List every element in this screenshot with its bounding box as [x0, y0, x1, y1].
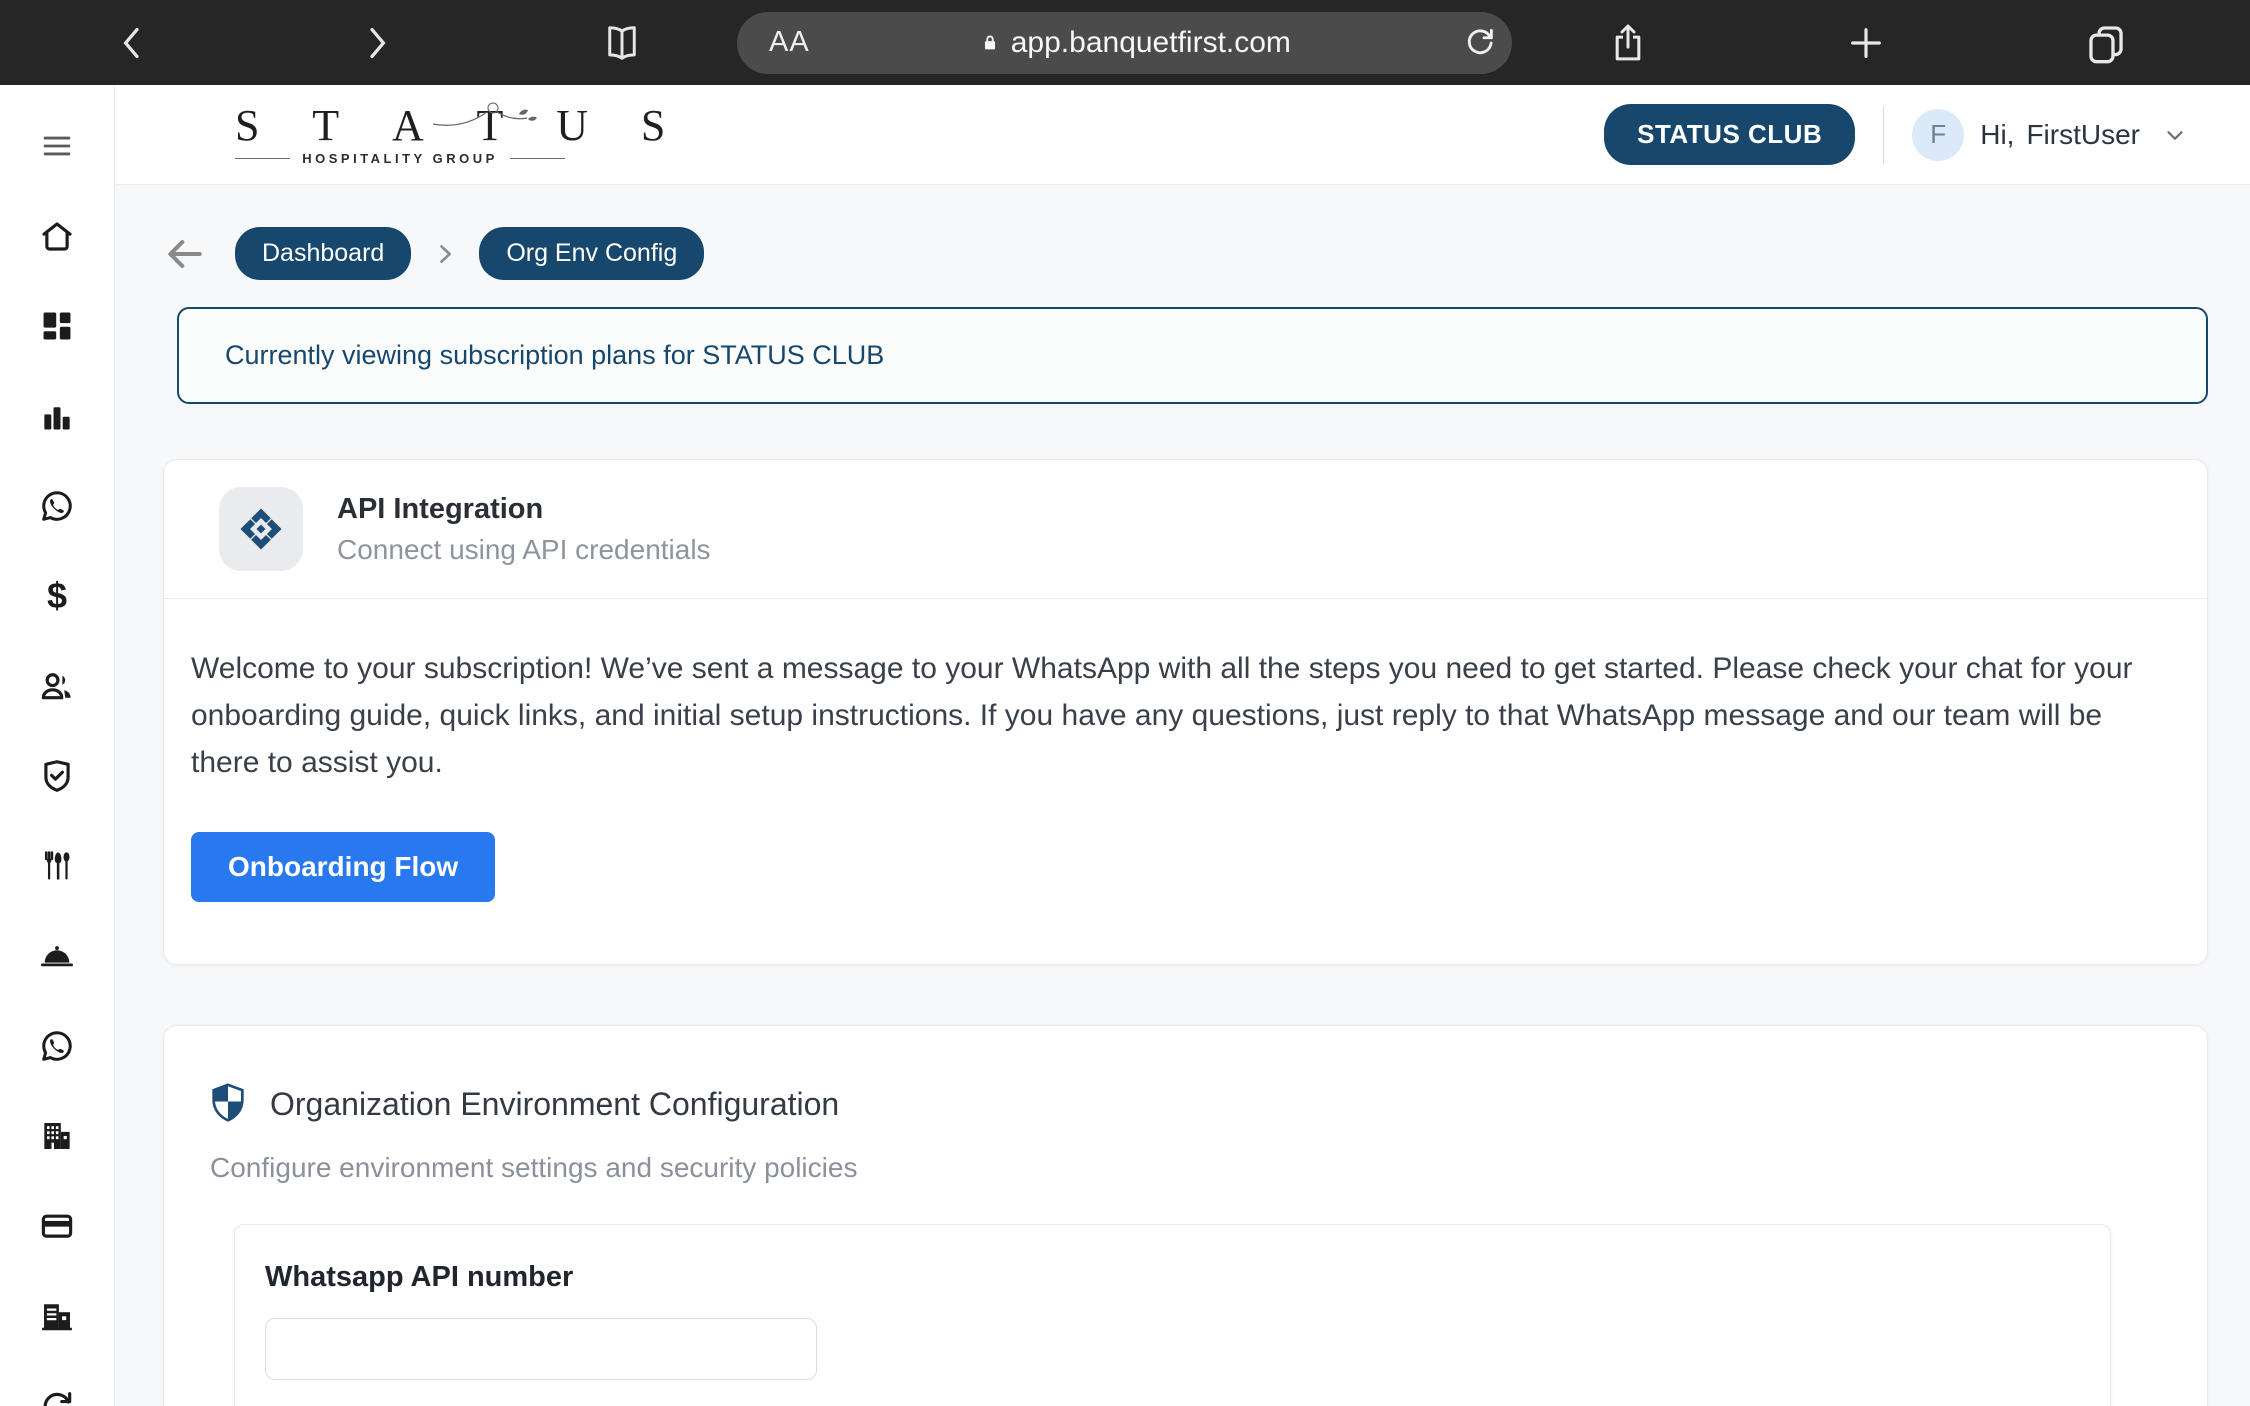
refresh-icon[interactable]: [38, 1387, 76, 1406]
logo-subtitle: HOSPITALITY GROUP: [235, 152, 565, 165]
whatsapp-api-number-input[interactable]: [265, 1318, 817, 1380]
back-arrow-icon[interactable]: [163, 232, 207, 276]
org-env-config-card: [163, 1025, 2208, 1406]
hotel-icon[interactable]: [38, 1117, 76, 1155]
greeting-text: Hi,: [1980, 118, 2015, 150]
reader-mode-button[interactable]: AA: [769, 26, 810, 58]
api-card-title: API Integration: [337, 492, 544, 525]
welcome-paragraph: Welcome to your subscription! We’ve sent a message to your WhatsApp with all the steps you need to get started. Please check your chat for your onboarding guide, quick links, and initial setup instructions. If you have any questions, just reply to that WhatsApp message and our team will be there to assist you.: [191, 652, 2133, 779]
breadcrumb-item-dashboard[interactable]: Dashboard: [235, 227, 411, 280]
sidebar: [0, 85, 115, 1406]
whatsapp-api-field-card: [234, 1224, 2111, 1406]
status-logo: [235, 101, 688, 166]
username-text: FirstUser: [2026, 118, 2140, 150]
api-card-header: [164, 460, 2207, 599]
org-card-subtitle: Configure environment settings and security policies: [210, 1152, 858, 1183]
whatsapp-api-number-label: Whatsapp API number: [265, 1261, 574, 1293]
credit-card-icon[interactable]: [38, 1207, 76, 1245]
users-icon[interactable]: [38, 667, 76, 705]
new-tab-icon[interactable]: [1846, 23, 1886, 63]
forward-icon[interactable]: [357, 23, 397, 63]
shield-icon: [208, 1082, 248, 1126]
reload-icon[interactable]: [1460, 23, 1500, 63]
chevron-down-icon: [2162, 122, 2188, 148]
header-divider: [1883, 106, 1884, 164]
dashboard-icon[interactable]: [38, 307, 76, 345]
breadcrumb-item-org-env-config[interactable]: Org Env Config: [479, 227, 704, 280]
app-frame: [0, 85, 2250, 1406]
api-integration-icon: [219, 487, 303, 571]
breadcrumb: [163, 227, 2208, 280]
browser-toolbar: [0, 0, 2250, 85]
main-column: [115, 85, 2250, 1406]
org-card-title: Organization Environment Configuration: [270, 1085, 840, 1122]
subscription-banner: Currently viewing subscription plans for STATUS CLUB: [177, 307, 2208, 404]
avatar[interactable]: F: [1912, 109, 1964, 161]
api-card-body: [164, 599, 2207, 964]
chevron-right-icon: [431, 240, 459, 268]
user-menu[interactable]: [1980, 119, 2188, 151]
app-header: [115, 85, 2250, 185]
whatsapp-icon[interactable]: [38, 1027, 76, 1065]
whatsapp-icon[interactable]: [38, 487, 76, 525]
bar-chart-icon[interactable]: [38, 397, 76, 435]
restaurant-icon[interactable]: [38, 847, 76, 885]
menu-icon[interactable]: [38, 127, 76, 165]
shield-check-icon[interactable]: [38, 757, 76, 795]
tabs-icon[interactable]: [2086, 23, 2126, 63]
page-content: [115, 185, 2250, 1406]
cloche-icon[interactable]: [38, 937, 76, 975]
dollar-icon[interactable]: $: [46, 575, 68, 616]
home-icon[interactable]: [38, 217, 76, 255]
api-integration-card: [163, 459, 2208, 965]
lock-icon: [979, 30, 1001, 56]
org-club-button[interactable]: STATUS CLUB: [1604, 104, 1855, 165]
bookmarks-icon[interactable]: [602, 23, 642, 63]
office-icon[interactable]: [38, 1297, 76, 1335]
share-icon[interactable]: [1608, 23, 1648, 63]
back-icon[interactable]: [112, 23, 152, 63]
org-card-header: [208, 1082, 2137, 1126]
api-card-subtitle: Connect using API credentials: [337, 533, 711, 565]
api-card-titles: [337, 493, 711, 566]
url-text[interactable]: app.banquetfirst.com: [810, 26, 1460, 60]
address-bar[interactable]: [737, 12, 1512, 74]
header-actions: [1604, 104, 2188, 165]
logo-vine-decoration: [431, 98, 551, 132]
logo-wordmark: S T A T U S: [235, 101, 688, 150]
onboarding-flow-button[interactable]: Onboarding Flow: [191, 832, 495, 902]
